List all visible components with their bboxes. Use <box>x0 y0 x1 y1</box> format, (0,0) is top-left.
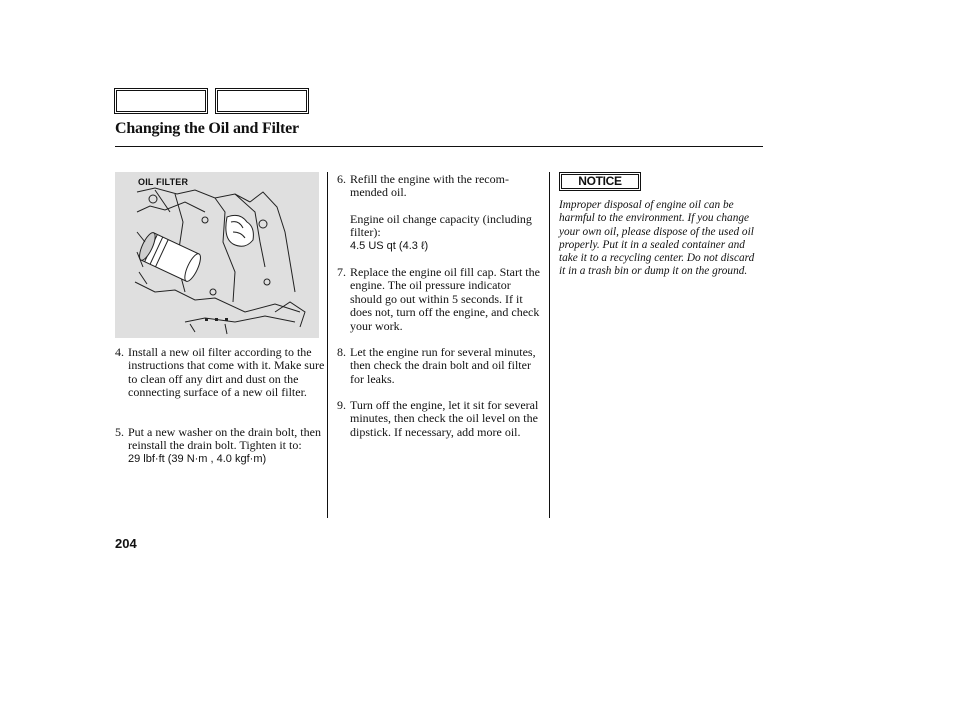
step-8 <box>337 346 541 386</box>
capacity-label: Engine oil change capacity (including filter): <box>350 211 532 240</box>
oil-filter-figure <box>115 172 319 338</box>
column-divider-2 <box>549 172 550 518</box>
step-number: 6. <box>337 172 346 186</box>
step-text: Refill the engine with the recom-mended oil. <box>350 172 509 200</box>
step-7 <box>337 266 541 333</box>
column-divider-1 <box>327 172 328 518</box>
step-text: Put a new washer on the drain bolt, then reinstall the drain bolt. Tighten it to: <box>128 425 321 453</box>
step-text: Turn off the engine, let it sit for several minutes, then check the oil level on the dipstick. If necessary, add more oil. <box>350 398 539 439</box>
page-title: Changing the Oil and Filter <box>115 120 299 137</box>
title-divider <box>115 146 763 147</box>
nav-tab-box-1[interactable] <box>114 88 208 114</box>
notice-text: Improper disposal of engine oil can be harmful to the environment. If you change your own oil, please dispose of the used oil properly. Put it in a sealed container and take it to a recycling center. Do not discard it in a trash bin or dump it on the ground. <box>559 199 755 278</box>
step-text: Replace the engine oil fill cap. Start the engine. The oil pressure indicator should go out within 5 seconds. If it does not, turn off the engine, and check your work. <box>350 265 540 333</box>
step-number: 5. <box>115 425 124 439</box>
step-number: 7. <box>337 265 346 279</box>
page-number: 204 <box>115 536 137 551</box>
step-text: Install a new oil filter according to the instructions that come with it. Make sure to clean off any dirt and dust on the connecting surface of a new oil filter. <box>128 345 325 400</box>
step-text: Let the engine run for several minutes, then check the drain bolt and oil filter for leaks. <box>350 345 536 386</box>
capacity-spec: 4.5 US qt (4.3 ℓ) <box>350 239 429 252</box>
step-number: 8. <box>337 345 346 359</box>
step-6 <box>337 173 541 253</box>
oil-filter-illustration-icon <box>115 172 319 338</box>
torque-spec: 29 lbf·ft (39 N·m , 4.0 kgf·m) <box>128 452 267 465</box>
step-number: 9. <box>337 398 346 412</box>
step-5 <box>115 426 325 466</box>
step-9 <box>337 399 541 439</box>
step-number: 4. <box>115 345 124 359</box>
notice-badge: NOTICE <box>559 172 641 191</box>
nav-tab-box-2[interactable] <box>215 88 309 114</box>
figure-label: OIL FILTER <box>138 177 189 187</box>
step-4 <box>115 346 325 400</box>
